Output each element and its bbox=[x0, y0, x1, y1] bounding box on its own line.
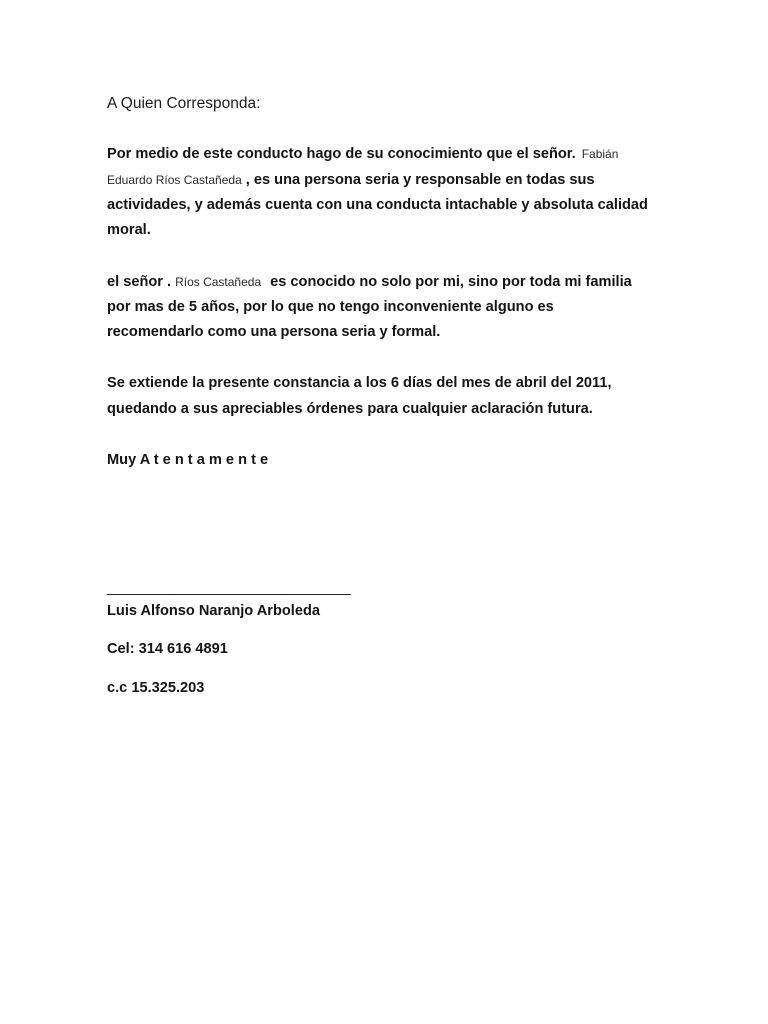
paragraph-1-line-3: actividades, y además cuenta con una conducta intachable y absoluta calidad bbox=[107, 197, 648, 213]
closing: Muy A t e n t a m e n t e bbox=[107, 452, 269, 468]
signer-phone: Cel: 314 616 4891 bbox=[107, 641, 228, 657]
paragraph-2-line-1-start: el señor . bbox=[107, 274, 172, 290]
signer-id-number: c.c 15.325.203 bbox=[107, 680, 205, 696]
paragraph-3-line-2: quedando a sus apreciables órdenes para cualquier aclaración futura. bbox=[107, 401, 593, 417]
recipient-first-name: Fabián bbox=[581, 147, 619, 161]
paragraph-1-line-1-text: Por medio de este conducto hago de su conocimiento que el señor. bbox=[107, 146, 576, 162]
signer-name: Luis Alfonso Naranjo Arboleda bbox=[107, 603, 320, 619]
paragraph-1-line-4: moral. bbox=[107, 222, 151, 238]
paragraph-1-line-2-text: , es una persona seria y responsable en todas sus bbox=[245, 172, 595, 188]
paragraph-2-line-3: recomendarlo como una persona seria y formal. bbox=[107, 324, 441, 340]
paragraph-1-line-2 bbox=[107, 170, 595, 190]
recipient-surname: Ríos Castañeda bbox=[175, 275, 262, 289]
paragraph-2-line-1 bbox=[107, 272, 632, 292]
signature-line: ______________________________ bbox=[107, 580, 351, 596]
paragraph-1-line-1 bbox=[107, 144, 618, 164]
paragraph-2-line-1-rest: es conocido no solo por mi, sino por toda mi familia bbox=[270, 274, 632, 290]
paragraph-3-line-1: Se extiende la presente constancia a los 6 días del mes de abril del 2011, bbox=[107, 375, 612, 391]
recipient-full-name: Eduardo Ríos Castañeda bbox=[107, 173, 242, 187]
salutation: A Quien Corresponda: bbox=[107, 95, 261, 112]
paragraph-2-line-2: por mas de 5 años, por lo que no tengo inconveniente alguno es bbox=[107, 299, 554, 315]
